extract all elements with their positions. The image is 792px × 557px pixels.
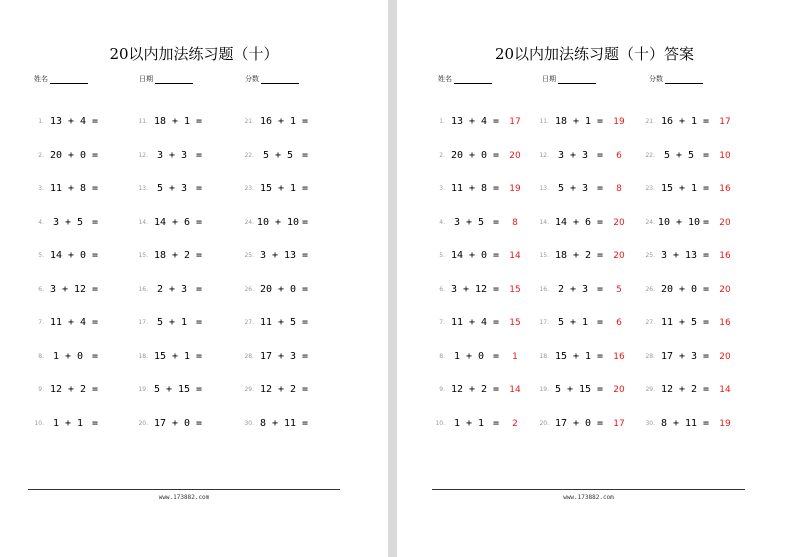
equals-sign: = (493, 216, 500, 228)
problem-expression: 14 + 6 (554, 216, 592, 228)
problem-number: 1. (38, 118, 44, 125)
problem-number: 12. (138, 151, 148, 159)
problem-expression: 3 + 5 (52, 216, 84, 228)
problem-expression: 3 + 13 (660, 250, 698, 261)
problem-number: 9. (38, 386, 44, 393)
problem-expression: 13 + 4 (49, 116, 87, 127)
problem-expression: 5 + 5 (663, 149, 695, 161)
answer-value: 10 (719, 150, 731, 161)
equals-sign: = (703, 283, 710, 295)
equals-sign: = (703, 250, 710, 261)
equals-sign: = (92, 216, 99, 228)
problem-number: 30. (244, 419, 254, 427)
problem-number: 16. (138, 285, 148, 293)
score-label: 分数 (649, 75, 663, 83)
score-blank (665, 82, 703, 84)
problem-expression: 16 + 1 (660, 116, 698, 127)
problem-expression: 15 + 1 (660, 183, 698, 194)
answer-value: 20 (719, 284, 731, 295)
problem-number: 3. (439, 185, 445, 192)
equals-sign: = (92, 283, 99, 295)
equals-sign: = (196, 216, 203, 228)
equals-sign: = (703, 384, 710, 395)
problem-number: 15. (539, 252, 549, 259)
problem-expression: 17 + 3 (660, 350, 698, 362)
problem-expression: 12 + 2 (660, 384, 698, 395)
problem-expression: 18 + 1 (153, 116, 191, 127)
answer-value: 20 (613, 251, 625, 261)
problem-expression: 20 + 0 (259, 283, 297, 295)
answer-value: 16 (719, 184, 731, 194)
equals-sign: = (196, 384, 203, 395)
equals-sign: = (92, 350, 99, 362)
equals-sign: = (92, 116, 99, 127)
answer-value: 17 (509, 117, 521, 127)
equals-sign: = (597, 417, 604, 429)
equals-sign: = (302, 116, 309, 127)
problem-expression: 1 + 0 (52, 350, 84, 362)
equals-sign: = (493, 250, 500, 261)
answer-value: 17 (719, 117, 731, 127)
answer-value: 17 (613, 418, 625, 429)
problem-number: 25. (244, 252, 254, 259)
problem-expression: 17 + 3 (259, 350, 297, 362)
equals-sign: = (703, 350, 710, 362)
footer-url: www.173882.com (158, 494, 210, 501)
problem-number: 14. (138, 218, 148, 226)
equals-sign: = (597, 116, 604, 127)
equals-sign: = (703, 417, 710, 429)
problem-number: 22. (244, 151, 254, 159)
problem-number: 8. (439, 352, 445, 360)
problem-expression: 11 + 8 (49, 183, 87, 194)
problem-expression: 15 + 1 (259, 183, 297, 194)
answer-value: 19 (509, 184, 521, 194)
problem-number: 4. (38, 218, 44, 226)
equals-sign: = (493, 283, 500, 295)
answer-value: 20 (613, 217, 625, 228)
answer-value: 20 (509, 150, 521, 161)
date-blank (558, 82, 596, 84)
problem-expression: 20 + 0 (49, 149, 87, 161)
answer-page (397, 0, 792, 557)
problem-expression: 3 + 12 (450, 283, 488, 295)
problem-expression: 8 + 11 (660, 417, 698, 429)
problem-number: 26. (244, 285, 254, 293)
equals-sign: = (92, 417, 99, 429)
problem-expression: 12 + 2 (259, 384, 297, 395)
score-label: 分数 (245, 75, 259, 83)
equals-sign: = (597, 183, 604, 194)
problem-expression: 3 + 12 (49, 283, 87, 295)
date-field (139, 74, 193, 84)
problem-number: 8. (38, 352, 44, 360)
problem-number: 18. (539, 352, 549, 360)
answer-value: 6 (616, 318, 622, 328)
equals-sign: = (196, 417, 203, 429)
problem-number: 29. (244, 386, 254, 393)
answer-value: 2 (512, 418, 518, 429)
problem-number: 6. (38, 285, 44, 293)
answer-value: 19 (719, 418, 731, 429)
problem-expression: 3 + 3 (156, 149, 188, 161)
problem-number: 6. (439, 285, 445, 293)
equals-sign: = (597, 216, 604, 228)
answer-value: 8 (512, 217, 518, 228)
equals-sign: = (493, 149, 500, 161)
problem-number: 11. (138, 118, 148, 125)
problem-expression: 5 + 1 (156, 317, 188, 328)
answer-value: 20 (719, 351, 731, 362)
problem-number: 2. (38, 151, 44, 159)
problem-expression: 5 + 3 (557, 183, 589, 194)
equals-sign: = (196, 350, 203, 362)
problem-number: 22. (645, 151, 655, 159)
equals-sign: = (302, 149, 309, 161)
equals-sign: = (92, 384, 99, 395)
name-field (34, 74, 88, 84)
problem-expression: 11 + 5 (660, 317, 698, 328)
problem-expression: 1 + 1 (453, 417, 485, 429)
answer-value: 20 (719, 217, 731, 228)
name-blank (50, 82, 88, 84)
equals-sign: = (196, 116, 203, 127)
answer-value: 16 (613, 351, 625, 362)
problem-expression: 3 + 13 (259, 250, 297, 261)
equals-sign: = (196, 250, 203, 261)
date-field (542, 74, 596, 84)
problem-expression: 12 + 2 (49, 384, 87, 395)
problem-number: 26. (645, 285, 655, 293)
problem-expression: 1 + 0 (453, 350, 485, 362)
equals-sign: = (597, 317, 604, 328)
problem-number: 2. (439, 151, 445, 159)
equals-sign: = (302, 250, 309, 261)
answer-value: 19 (613, 117, 625, 127)
answer-value: 20 (613, 385, 625, 395)
name-field (438, 74, 492, 84)
equals-sign: = (92, 149, 99, 161)
equals-sign: = (92, 317, 99, 328)
problem-expression: 3 + 3 (557, 149, 589, 161)
problem-number: 20. (138, 419, 148, 427)
problem-number: 25. (645, 252, 655, 259)
problem-expression: 14 + 0 (49, 250, 87, 261)
equals-sign: = (493, 384, 500, 395)
answer-value: 6 (616, 150, 622, 161)
problem-expression: 17 + 0 (554, 417, 592, 429)
problem-expression: 14 + 0 (450, 250, 488, 261)
equals-sign: = (493, 417, 500, 429)
date-label: 日期 (542, 75, 556, 83)
equals-sign: = (597, 149, 604, 161)
equals-sign: = (493, 183, 500, 194)
problem-number: 21. (244, 118, 254, 125)
problem-expression: 16 + 1 (259, 116, 297, 127)
problem-number: 5. (439, 252, 445, 259)
problem-number: 28. (244, 352, 254, 360)
problem-expression: 11 + 4 (49, 317, 87, 328)
problem-number: 24. (244, 218, 254, 226)
equals-sign: = (196, 317, 203, 328)
problem-expression: 13 + 4 (450, 116, 488, 127)
worksheet-page (0, 0, 388, 557)
name-blank (454, 82, 492, 84)
equals-sign: = (703, 317, 710, 328)
problem-expression: 8 + 11 (259, 417, 297, 429)
answer-value: 14 (509, 385, 521, 395)
problem-expression: 11 + 5 (259, 317, 297, 328)
equals-sign: = (302, 183, 309, 194)
problem-number: 23. (645, 185, 655, 192)
problem-expression: 18 + 1 (554, 116, 592, 127)
problem-expression: 14 + 6 (153, 216, 191, 228)
problem-number: 28. (645, 352, 655, 360)
problem-number: 27. (645, 319, 655, 326)
problem-number: 4. (439, 218, 445, 226)
problem-number: 13. (539, 185, 549, 192)
answer-value: 16 (719, 251, 731, 261)
problem-number: 24. (645, 218, 655, 226)
equals-sign: = (92, 183, 99, 194)
equals-sign: = (703, 149, 710, 161)
problem-expression: 5 + 15 (153, 384, 191, 395)
problem-number: 21. (645, 118, 655, 125)
problem-number: 27. (244, 319, 254, 326)
answer-value: 15 (509, 318, 521, 328)
equals-sign: = (196, 183, 203, 194)
problem-number: 15. (138, 252, 148, 259)
name-label: 姓名 (438, 75, 452, 83)
problem-expression: 3 + 5 (453, 216, 485, 228)
equals-sign: = (302, 317, 309, 328)
equals-sign: = (302, 283, 309, 295)
problem-number: 16. (539, 285, 549, 293)
equals-sign: = (302, 350, 309, 362)
equals-sign: = (597, 384, 604, 395)
problem-number: 29. (645, 386, 655, 393)
problem-number: 5. (38, 252, 44, 259)
problem-expression: 18 + 2 (554, 250, 592, 261)
equals-sign: = (703, 183, 710, 194)
problem-expression: 5 + 5 (262, 149, 294, 161)
equals-sign: = (493, 317, 500, 328)
problem-expression: 11 + 4 (450, 317, 488, 328)
problem-number: 10. (34, 419, 44, 427)
problem-expression: 15 + 1 (554, 350, 592, 362)
footer-divider (28, 489, 340, 490)
name-label: 姓名 (34, 75, 48, 83)
problem-number: 9. (439, 386, 445, 393)
equals-sign: = (302, 384, 309, 395)
equals-sign: = (597, 350, 604, 362)
problem-number: 1. (439, 118, 445, 125)
score-field (649, 74, 703, 84)
score-field (245, 74, 299, 84)
answer-value: 1 (512, 351, 518, 362)
equals-sign: = (703, 216, 710, 228)
page-title: 20以内加法练习题（十） (109, 45, 279, 63)
answer-value: 5 (616, 284, 622, 295)
problem-number: 17. (539, 319, 549, 326)
problem-expression: 5 + 15 (554, 384, 592, 395)
answer-value: 16 (719, 318, 731, 328)
footer-url: www.173882.com (563, 494, 614, 501)
equals-sign: = (493, 350, 500, 362)
problem-expression: 5 + 3 (156, 183, 188, 194)
equals-sign: = (493, 116, 500, 127)
problem-expression: 10 + 10 (256, 216, 300, 228)
problem-expression: 18 + 2 (153, 250, 191, 261)
problem-expression: 17 + 0 (153, 417, 191, 429)
equals-sign: = (703, 116, 710, 127)
problem-expression: 10 + 10 (657, 216, 701, 228)
problem-number: 19. (138, 386, 148, 393)
problem-number: 7. (439, 319, 445, 326)
problem-number: 23. (244, 185, 254, 192)
answer-value: 14 (509, 251, 521, 261)
page-title: 20以内加法练习题（十）答案 (494, 45, 695, 63)
problem-number: 17. (138, 319, 148, 326)
problem-number: 10. (435, 419, 445, 427)
answer-value: 15 (509, 284, 521, 295)
problem-number: 20. (539, 419, 549, 427)
problem-number: 13. (138, 185, 148, 192)
problem-expression: 20 + 0 (450, 149, 488, 161)
problem-number: 14. (539, 218, 549, 226)
problem-expression: 12 + 2 (450, 384, 488, 395)
equals-sign: = (196, 149, 203, 161)
problem-expression: 11 + 8 (450, 183, 488, 194)
equals-sign: = (597, 250, 604, 261)
date-label: 日期 (139, 75, 153, 83)
date-blank (155, 82, 193, 84)
answer-value: 14 (719, 385, 731, 395)
problem-number: 12. (539, 151, 549, 159)
problem-number: 7. (38, 319, 44, 326)
problem-expression: 2 + 3 (557, 283, 589, 295)
problem-expression: 20 + 0 (660, 283, 698, 295)
answer-value: 8 (616, 184, 622, 194)
equals-sign: = (302, 216, 309, 228)
problem-expression: 5 + 1 (557, 317, 589, 328)
problem-number: 3. (38, 185, 44, 192)
equals-sign: = (302, 417, 309, 429)
problem-number: 11. (539, 118, 549, 125)
equals-sign: = (196, 283, 203, 295)
equals-sign: = (597, 283, 604, 295)
problem-expression: 1 + 1 (52, 417, 84, 429)
problem-expression: 2 + 3 (156, 283, 188, 295)
problem-number: 18. (138, 352, 148, 360)
problem-expression: 15 + 1 (153, 350, 191, 362)
score-blank (261, 82, 299, 84)
problem-number: 19. (539, 386, 549, 393)
problem-number: 30. (645, 419, 655, 427)
equals-sign: = (92, 250, 99, 261)
footer-divider (432, 489, 745, 490)
